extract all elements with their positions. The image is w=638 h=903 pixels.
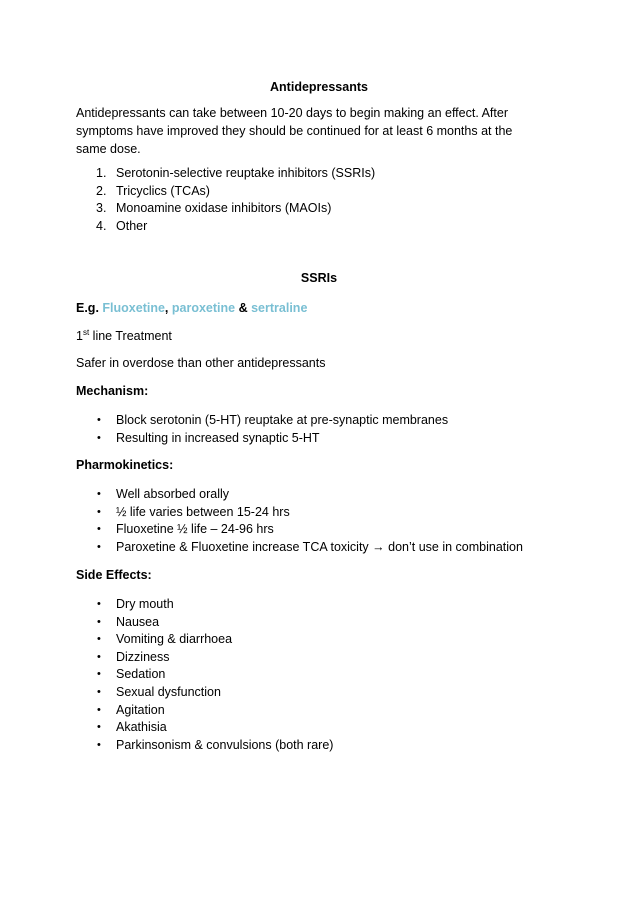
list-item: • Fluoxetine ½ life – 24-96 hrs (96, 521, 523, 539)
ssri-examples: E.g. Fluoxetine, paroxetine & sertraline (76, 301, 308, 315)
list-item: • Resulting in increased synaptic 5-HT (96, 430, 448, 448)
list-item: • Akathisia (96, 719, 333, 737)
list-item: 4. Other (96, 218, 148, 233)
side-effects-heading: Side Effects: (76, 568, 152, 582)
list-item: • Well absorbed orally (96, 486, 523, 504)
bullet-icon: • (97, 540, 101, 553)
bullet-icon: • (97, 414, 101, 426)
list-item: 2. Tricyclics (TCAs) (96, 183, 210, 198)
bullet-icon: • (97, 633, 101, 646)
list-item: 1. Serotonin-selective reuptake inhibitors (SSRIs) (96, 166, 376, 180)
mechanism-list (96, 412, 448, 447)
list-item: • Paroxetine & Fluoxetine increase TCA toxicity → don’t use in combination (96, 539, 523, 557)
intro-paragraph: Antidepressants can take between 10-20 days to begin making an effect. After symptoms have improved they should be continued for at least 6 months at the same dose. (76, 106, 513, 156)
drug-paroxetine: paroxetine (171, 301, 236, 315)
eg-label: E.g. (76, 301, 99, 315)
list-item: • Dizziness (96, 649, 333, 667)
pharmokinetics-list (96, 486, 523, 556)
bullet-icon: • (97, 615, 101, 628)
list-item: • Sexual dysfunction (96, 684, 333, 702)
antidepressant-classes-list (96, 165, 375, 235)
bullet-icon: • (97, 685, 101, 698)
bullet-icon: • (97, 650, 101, 663)
list-item: • Agitation (96, 702, 333, 720)
list-item: • Dry mouth (96, 596, 333, 614)
ssri-heading: SSRIs (300, 271, 338, 285)
bullet-icon: • (97, 721, 101, 734)
bullet-icon: • (97, 505, 101, 518)
pharmokinetics-heading: Pharmokinetics: (76, 458, 174, 472)
list-item: • Nausea (96, 614, 333, 632)
bullet-icon: • (97, 488, 101, 500)
overdose-safety-note: Safer in overdose than other antidepressants (76, 356, 326, 370)
drug-fluoxetine: Fluoxetine (102, 301, 165, 315)
list-item: 3. Monoamine oxidase inhibitors (MAOIs) (96, 201, 332, 216)
bullet-icon: • (97, 738, 101, 751)
side-effects-list (96, 596, 333, 754)
list-item: • ½ life varies between 15-24 hrs (96, 504, 523, 522)
drug-sertraline: sertraline (251, 301, 308, 315)
first-line-treatment: 1st line Treatment (76, 327, 172, 343)
page-title: Antidepressants (270, 80, 368, 94)
list-item: • Sedation (96, 666, 333, 684)
bullet-icon: • (97, 598, 101, 610)
list-item: • Vomiting & diarrhoea (96, 631, 333, 649)
mechanism-heading: Mechanism: (76, 384, 149, 398)
arrow-right-icon: → (372, 539, 385, 554)
bullet-icon: • (97, 431, 101, 444)
list-item: • Parkinsonism & convulsions (both rare) (96, 737, 333, 755)
bullet-icon: • (97, 703, 101, 716)
bullet-icon: • (97, 523, 101, 536)
bullet-icon: • (97, 668, 101, 681)
list-item: • Block serotonin (5-HT) reuptake at pre-synaptic membranes (96, 412, 448, 430)
